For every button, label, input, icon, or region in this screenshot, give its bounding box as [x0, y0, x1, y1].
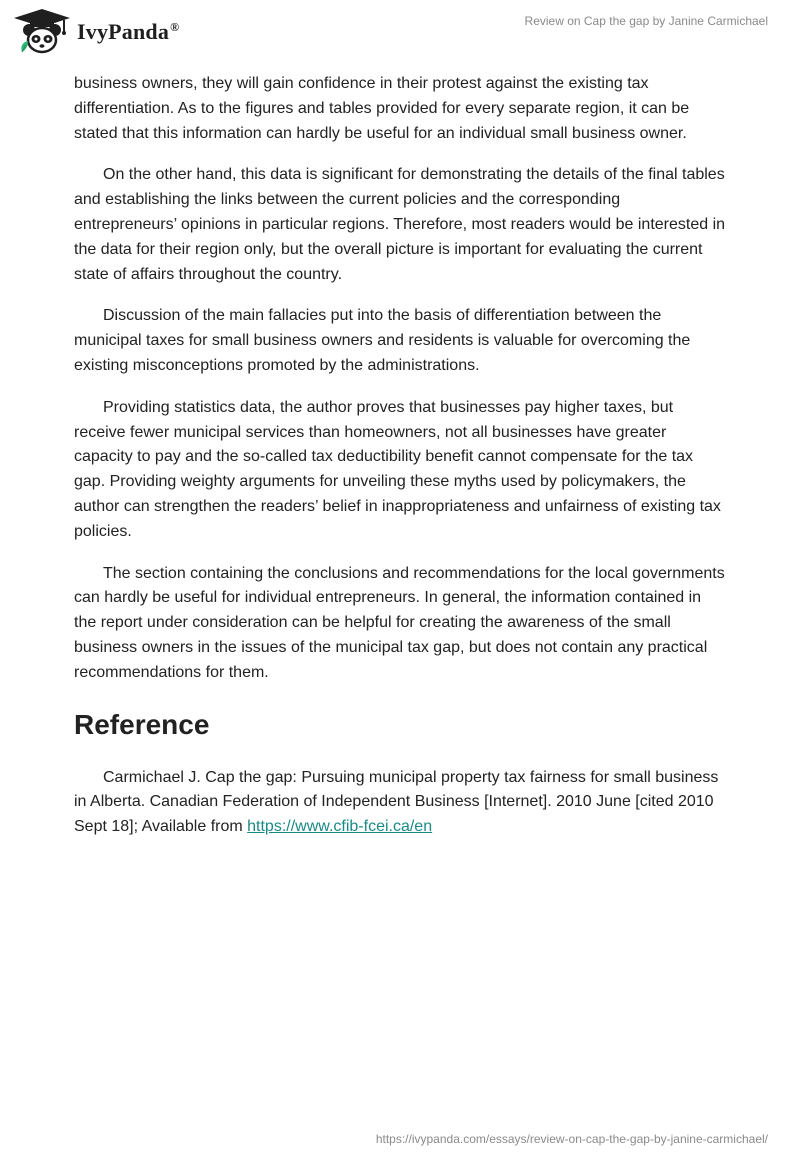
paragraph: Discussion of the main fallacies put into the basis of differentiation between the municipal taxes for small business owners and residents is valuable for overcoming the existing misconceptions promoted by the administrations.: [74, 307, 691, 374]
paragraph: On the other hand, this data is significant for demonstrating the details of the final tables and establishing the links between the current policies and the corresponding entrepreneurs’ opinions in particular regions. Therefore, most readers would be interested in the data for their region only, but the overall picture is important for evaluating the current state of affairs throughout the country.: [74, 166, 726, 283]
reference-text: Carmichael J. Cap the gap: Pursuing municipal property tax fairness for small business in Alberta. Canadian Federation of Independent Business [Internet]. 2010 June [cited 2010 Sept 18]; Available from: [74, 768, 719, 836]
paragraph: business owners, they will gain confidence in their protest against the existing tax differentiation. As to the figures and tables provided for every separate region, it can be stated that this information can hardly be useful for an individual small business owner.: [74, 75, 690, 142]
document-title: Review on Cap the gap by Janine Carmichael: [524, 14, 768, 28]
ivypanda-logo[interactable]: [14, 8, 214, 56]
page-header: [0, 0, 800, 70]
panda-graduate-icon: [14, 8, 76, 56]
reference-link[interactable]: https://www.cfib-fcei.ca/en: [247, 818, 433, 836]
footer-url: https://ivypanda.com/essays/review-on-cap-the-gap-by-janine-carmichael/: [375, 1132, 768, 1146]
reference-entry: [74, 766, 726, 840]
reference-heading: Reference: [74, 708, 210, 740]
essay-body: [74, 72, 726, 857]
registered-mark: ®: [170, 19, 180, 34]
paragraph: Providing statistics data, the author proves that businesses pay higher taxes, but receive fewer municipal services than homeowners, not all businesses have greater capacity to pay and the so-called tax deductibility benefit cannot compensate for the tax gap. Providing weighty arguments for unveiling these myths used by policymakers, the author can strengthen the readers’ belief in inappropriateness and unfairness of existing tax policies.: [74, 398, 721, 540]
brand-name: IvyPanda®: [77, 19, 180, 44]
paragraph: The section containing the conclusions and recommendations for the local governments can hardly be useful for individual entrepreneurs. In general, the information contained in the report under consideration can be helpful for creating the awareness of the small business owners in the issues of the municipal tax gap, but does not contain any practical recommendations for them.: [74, 564, 725, 681]
